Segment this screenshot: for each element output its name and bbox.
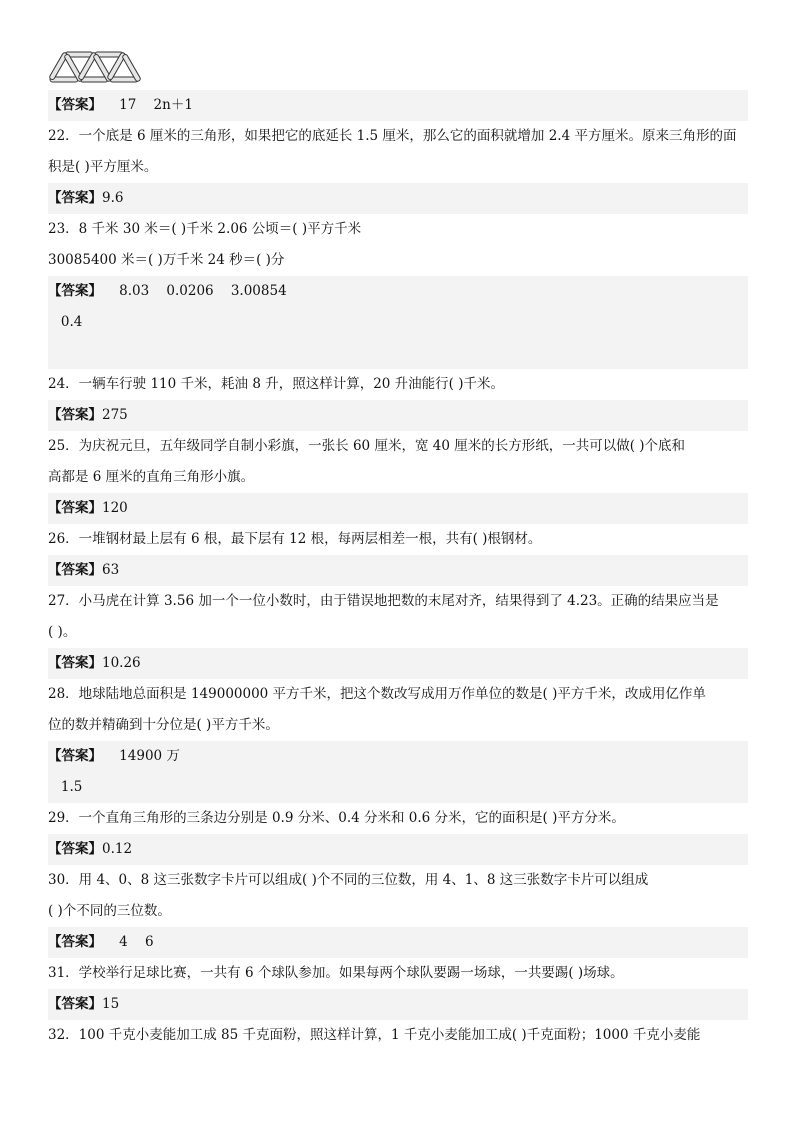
answer-value: 2n＋1 bbox=[153, 97, 193, 113]
question-31 bbox=[48, 958, 748, 989]
answer-blank-row bbox=[48, 338, 748, 369]
answer-label: 【答案】 bbox=[48, 97, 102, 113]
question-29 bbox=[48, 803, 748, 834]
answer-label: 【答案】 bbox=[48, 562, 102, 578]
question-30 bbox=[48, 865, 748, 927]
answer-value: 8.03 bbox=[119, 283, 150, 299]
answer-value: 0.0206 bbox=[166, 283, 214, 299]
answer-value: 120 bbox=[102, 500, 128, 516]
answer-value: 4 bbox=[119, 934, 128, 950]
answer-value: 0.4 bbox=[60, 314, 83, 330]
answer-block-25 bbox=[48, 493, 748, 524]
question-text: 22．一个底是 6 厘米的三角形，如果把它的底延长 1.5 厘米，那么它的面积就增加 2.4 平方厘米。原来三角形的面 bbox=[48, 128, 737, 144]
question-28 bbox=[48, 679, 748, 741]
question-22 bbox=[48, 121, 748, 183]
answer-label: 【答案】 bbox=[48, 841, 102, 857]
answer-block-21 bbox=[48, 90, 748, 121]
question-text: 29．一个直角三角形的三条边分别是 0.9 分米、0.4 分米和 0.6 分米，它的面积是( )平方分米。 bbox=[48, 810, 625, 826]
answer-label: 【答案】 bbox=[48, 500, 102, 516]
answer-value: 1.5 bbox=[60, 779, 83, 795]
question-text: 23．8 千米 30 米＝( )千米 2.06 公顷＝( )平方千米 bbox=[48, 221, 362, 237]
answer-block-28 bbox=[48, 741, 748, 803]
question-text: 30085400 米＝( )万千米 24 秒＝( )分 bbox=[48, 252, 285, 268]
question-text: 24．一辆车行驶 110 千米，耗油 8 升，照这样计算，20 升油能行( )千米。 bbox=[48, 376, 504, 392]
answer-label: 【答案】 bbox=[48, 283, 102, 299]
question-text: 32．100 千克小麦能加工成 85 千克面粉，照这样计算，1 千克小麦能加工成( )千克面粉；1000 千克小麦能 bbox=[48, 1027, 701, 1043]
question-text: 31．学校举行足球比赛，一共有 6 个球队参加。如果每两个球队要踢一场球，一共要踢( )场球。 bbox=[48, 965, 624, 981]
answer-value: 15 bbox=[102, 996, 120, 1012]
answer-block-24 bbox=[48, 400, 748, 431]
question-23 bbox=[48, 214, 748, 276]
question-text: ( )。 bbox=[48, 624, 77, 640]
question-26 bbox=[48, 524, 748, 555]
answer-label: 【答案】 bbox=[48, 748, 102, 764]
stick-triangles-icon bbox=[46, 50, 142, 84]
question-text: 30．用 4、0、8 这三张数字卡片可以组成( )个不同的三位数，用 4、1、8 这三张数字卡片可以组成 bbox=[48, 872, 649, 888]
answer-label: 【答案】 bbox=[48, 934, 102, 950]
question-text: 高都是 6 厘米的直角三角形小旗。 bbox=[48, 469, 255, 485]
answer-block-26 bbox=[48, 555, 748, 586]
answer-label: 【答案】 bbox=[48, 407, 102, 423]
question-text: 27．小马虎在计算 3.56 加一个一位小数时，由于错误地把数的末尾对齐，结果得到了 4.23。正确的结果应当是 bbox=[48, 593, 719, 609]
question-24 bbox=[48, 369, 748, 400]
question-text: ( )个不同的三位数。 bbox=[48, 903, 171, 919]
answer-value: 6 bbox=[144, 934, 154, 950]
answer-value: 17 bbox=[119, 97, 137, 113]
answer-label: 【答案】 bbox=[48, 190, 102, 206]
answer-value: 63 bbox=[102, 562, 120, 578]
answer-value: 9.6 bbox=[102, 190, 124, 206]
answer-label: 【答案】 bbox=[48, 996, 102, 1012]
question-text: 28．地球陆地总面积是 149000000 平方千米，把这个数改写成用万作单位的数是( )平方千米，改成用亿作单 bbox=[48, 686, 706, 702]
answer-value: 0.12 bbox=[102, 841, 133, 857]
answer-value: 275 bbox=[102, 407, 128, 423]
question-text: 积是( )平方厘米。 bbox=[48, 159, 158, 175]
answer-block-31 bbox=[48, 989, 748, 1020]
answer-block-27 bbox=[48, 648, 748, 679]
question-25 bbox=[48, 431, 748, 493]
question-list bbox=[48, 90, 748, 1051]
answer-value: 10.26 bbox=[102, 655, 141, 671]
question-text: 位的数并精确到十分位是( )平方千米。 bbox=[48, 717, 279, 733]
answer-label: 【答案】 bbox=[48, 655, 102, 671]
answer-block-22 bbox=[48, 183, 748, 214]
question-27 bbox=[48, 586, 748, 648]
question-text: 26．一堆钢材最上层有 6 根，最下层有 12 根，每两层相差一根，共有( )根钢材。 bbox=[48, 531, 542, 547]
answer-block-23 bbox=[48, 276, 748, 369]
answer-block-29 bbox=[48, 834, 748, 865]
answer-value: 14900 万 bbox=[119, 748, 180, 764]
answer-value: 3.00854 bbox=[230, 283, 287, 299]
answer-block-30 bbox=[48, 927, 748, 958]
question-text: 25．为庆祝元旦，五年级同学自制小彩旗，一张长 60 厘米，宽 40 厘米的长方形纸，一共可以做( )个底和 bbox=[48, 438, 686, 454]
question-32 bbox=[48, 1020, 748, 1051]
